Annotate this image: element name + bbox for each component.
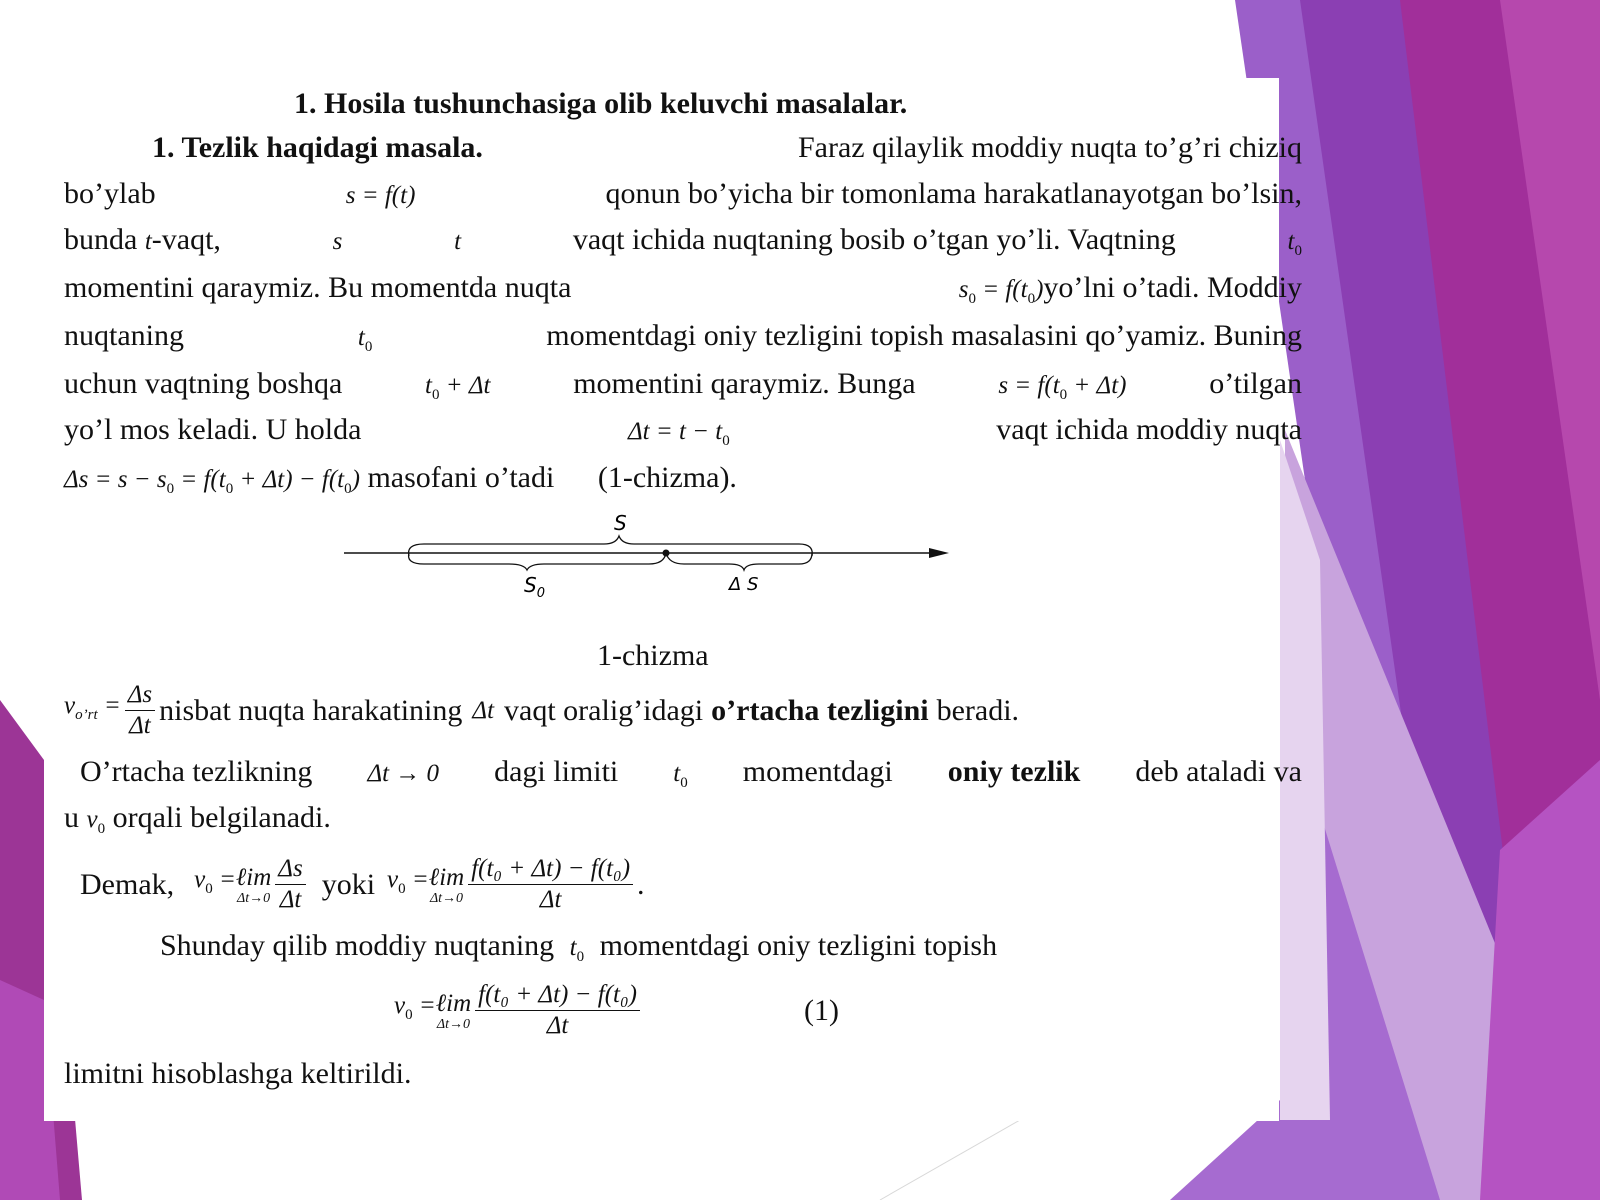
paragraph-line-5 (64, 318, 1302, 365)
formula: s = f(t) (345, 182, 416, 209)
line-text: yoki (321, 867, 376, 901)
formula: $t_0$ (357, 324, 373, 355)
formula: $t_0$ (569, 934, 585, 965)
line-text: vaqt ichida nuqtaning bosib o’tgan yo’li. Vaqtning (572, 223, 1176, 256)
line-text: yo’lni o’tadi. Moddiy (1043, 271, 1302, 304)
line-text: Demak, (80, 867, 175, 901)
paragraph-line-9 (64, 676, 1019, 745)
line-text: Faraz qilaylik moddiy nuqta to’g’ri chiziq (797, 131, 1302, 164)
limit-operator: ℓim Δt→0 (435, 989, 472, 1032)
paragraph-line-15: limitni hisoblashga keltirildi. (64, 1057, 412, 1090)
formula: $s = f(t_0 + \Delta t)$ (998, 372, 1127, 403)
formula: $v_{o’rt}$ = (64, 692, 121, 723)
line-text: yo’l mos keladi. U holda (64, 413, 362, 446)
paragraph-line-6 (64, 366, 1302, 413)
figure-caption: 1-chizma (597, 639, 709, 672)
paragraph-line-10 (80, 754, 1302, 801)
line-text: momentdagi oniy tezligini topish masalasini qo’yamiz. Buning (546, 319, 1302, 352)
formula: t (144, 228, 152, 255)
paragraph-line-1 (152, 130, 1302, 166)
label-delta-s: Δ S (729, 574, 759, 595)
line-text: bunda (64, 223, 138, 256)
fraction: $\frac{\text{f(t₀ + Δt) − f(t₀)}}{\Delta t}$ (468, 854, 633, 915)
line-text: momentdagi (742, 755, 893, 788)
paragraph-line-2 (64, 176, 1302, 214)
line-text: nuqtaning (64, 319, 184, 352)
equation-number: (1) (803, 993, 839, 1027)
fraction: $\frac{\Delta s}{\Delta t}$ (275, 854, 305, 915)
heading-text: 1. Hosila tushunchasiga olib keluvchi masalalar. (294, 87, 908, 120)
formula: $v_0$ = (387, 866, 429, 897)
paragraph-line-12 (80, 840, 645, 929)
line-text: -vaqt, (151, 223, 221, 256)
brace-s0 (409, 553, 666, 570)
document-heading (294, 86, 907, 122)
line-text: orqali belgilanadi. (112, 801, 331, 834)
line-text: momentini qaraymiz. Bunga (573, 367, 916, 400)
line-text: uchun vaqtning boshqa (64, 367, 343, 400)
formula: t (454, 228, 462, 255)
label-s: S (614, 511, 627, 535)
formula: Δt (472, 696, 495, 724)
axis-arrow-icon (929, 548, 949, 558)
line-text: vaqt oralig’idagi (504, 693, 704, 727)
line-text: qonun bo’yicha bir tomonlama harakatlanayotgan bo’lsin, (605, 177, 1302, 210)
line-text: vaqt ichida moddiy nuqta (996, 413, 1302, 446)
line-text: nisbat nuqta harakatining (159, 693, 463, 727)
figure-reference: (1-chizma). (597, 461, 737, 494)
line-text: beradi. (936, 693, 1020, 727)
formula: Δt → 0 (367, 760, 440, 787)
brace-ds (666, 553, 812, 570)
limit-operator: ℓim Δt→0 (235, 863, 272, 906)
label-s0: $S_0$ (524, 573, 545, 601)
formula: $\Delta s = s - s_0 = f(t_0 + \Delta t) - f(t_0)$ (64, 466, 360, 497)
formula: $t_0 + \Delta t$ (425, 372, 491, 403)
line-text: . (637, 867, 645, 901)
line-text: u (64, 801, 79, 834)
fraction: $\frac{\Delta s}{\Delta t}$ (125, 680, 155, 741)
line-text: Shunday qilib moddiy nuqtaning (160, 929, 555, 962)
line-text: dagi limiti (494, 755, 619, 788)
paragraph-line-8 (64, 460, 737, 507)
point-marker (663, 550, 670, 557)
line-text: masofani o’tadi (367, 461, 555, 494)
formula: $s_0 = f(t_0)$ (958, 276, 1044, 307)
formula: $v_0$ (86, 806, 106, 837)
formula: s (332, 228, 343, 255)
formula: $t_0$ (673, 760, 688, 791)
line-text: o’tilgan (1209, 367, 1302, 400)
paragraph-line-3 (64, 222, 1302, 269)
document-page (44, 78, 1302, 1121)
fraction: $\frac{\text{f(t₀ + Δt) − f(t₀)}}{\Delta t}$ (475, 980, 640, 1041)
paragraph-line-14 (394, 966, 839, 1055)
formula: $\Delta t = t - t_0$ (627, 418, 730, 449)
distance-diagram (344, 508, 1014, 628)
limit-operator: ℓim Δt→0 (428, 863, 465, 906)
formula: $v_0$ = (194, 866, 236, 897)
formula: $v_0$ = (394, 992, 436, 1023)
line-text: bo’ylab (64, 177, 156, 210)
line-text: O’rtacha tezlikning (80, 755, 313, 788)
line-text: momentdagi oniy tezligini topish (599, 929, 998, 962)
line-text: momentini qaraymiz. Bu momentda nuqta (64, 271, 572, 304)
problem-title: 1. Tezlik haqidagi masala. (152, 131, 483, 164)
formula: $t_0$ (1287, 228, 1302, 259)
emphasis: oniy tezlik (947, 755, 1081, 788)
paragraph-line-7 (64, 412, 1302, 459)
line-text: deb ataladi va (1135, 755, 1302, 788)
paragraph-line-4 (64, 270, 1302, 317)
emphasis: o’rtacha tezligini (711, 693, 929, 727)
